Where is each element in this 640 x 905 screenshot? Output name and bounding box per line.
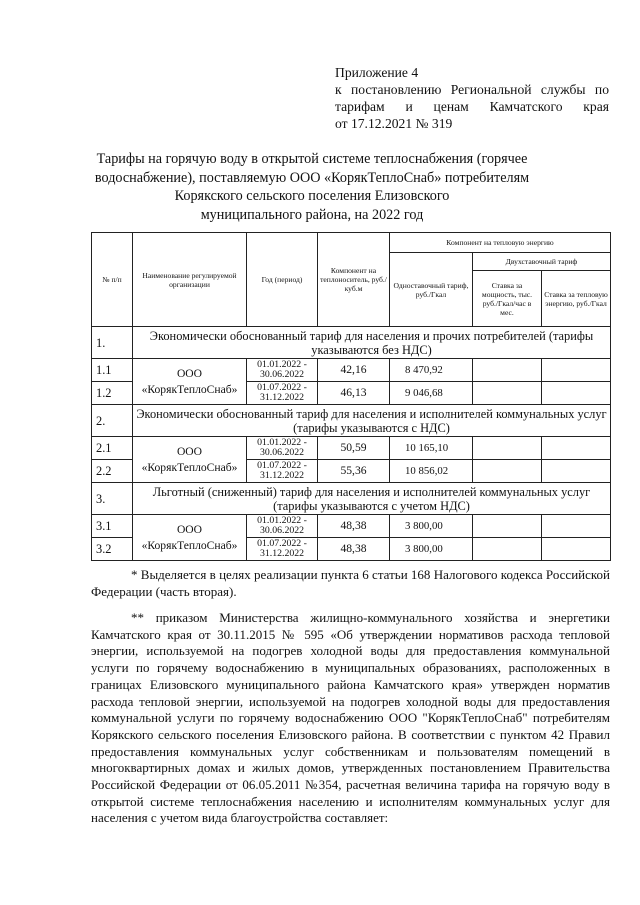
section-title: Экономически обоснованный тариф для населения и прочих потребителей (тарифы указываются без НДС) (133, 327, 611, 359)
title-line-1: Тарифы на горячую воду в открытой системе теплоснабжения (горячее (96, 151, 528, 167)
section-number: 2. (92, 405, 133, 437)
section-row (92, 405, 611, 437)
appendix-reference-line2: тарифам и ценам Камчатского края (335, 99, 609, 114)
table-row (92, 359, 611, 382)
row-period: 01.01.2022 - 30.06.2022 (247, 515, 318, 538)
section-number: 1. (92, 327, 133, 359)
row-one-part-tariff: 3 800,00 (390, 515, 473, 538)
table-row (92, 515, 611, 538)
section-number: 3. (92, 483, 133, 515)
header-water-component: Компонент на теплоноситель, руб./куб.м (318, 233, 390, 327)
row-period: 01.07.2022 - 31.12.2022 (247, 382, 318, 405)
header-organization: Наименование регулируемой организации (133, 233, 247, 327)
header-period: Год (период) (247, 233, 318, 327)
title-line-3: Корякского сельского поселения Елизовского (174, 188, 450, 205)
row-period: 01.07.2022 - 31.12.2022 (247, 538, 318, 561)
organization-name: ООО «КорякТеплоСнаб» (133, 437, 247, 483)
row-capacity-rate (473, 359, 542, 382)
row-one-part-tariff: 8 470,92 (390, 359, 473, 382)
row-period: 01.01.2022 - 30.06.2022 (247, 437, 318, 460)
row-number: 1.1 (92, 359, 133, 382)
header-number: № п/п (92, 233, 133, 327)
row-one-part-tariff: 10 165,10 (390, 437, 473, 460)
header-two-part-tariff: Двухставочный тариф (473, 253, 611, 271)
row-energy-rate (542, 515, 611, 538)
row-capacity-rate (473, 382, 542, 405)
section-row (92, 483, 611, 515)
row-water-component: 46,13 (318, 382, 390, 405)
appendix-number: Приложение 4 (335, 65, 419, 80)
section-row (92, 327, 611, 359)
row-energy-rate (542, 538, 611, 561)
tariff-table (91, 232, 611, 561)
section-title: Экономически обоснованный тариф для населения и исполнителей коммунальных услуг (тарифы указываются с НДС) (133, 405, 611, 437)
section-title: Льготный (сниженный) тариф для населения и исполнителей коммунальных услуг (тарифы указываются с учетом НДС) (133, 483, 611, 515)
row-number: 1.2 (92, 382, 133, 405)
header-capacity-rate: Ставка за мощность, тыс. руб./Гкал/час в мес. (473, 271, 542, 327)
header-heat-component: Компонент на тепловую энергию (390, 233, 611, 253)
document-title (92, 150, 532, 224)
footnote-vat: * Выделяется в целях реализации пункта 6 статьи 168 Налогового кодекса Российской Федерации (часть вторая). (91, 567, 610, 599)
header-energy-rate: Ставка за тепловую энергию, руб./Гкал (542, 271, 611, 327)
title-line-4: муниципального района, на 2022 год (200, 206, 424, 223)
row-water-component: 48,38 (318, 538, 390, 561)
row-energy-rate (542, 359, 611, 382)
footnote-norms: ** приказом Министерства жилищно-коммунального хозяйства и энергетики Камчатского края от 30.11.2015 № 595 «Об утверждении нормативов расхода тепловой энергии, используемой на подогрев холодной воды для предоставления коммунальной услуги по горячему водоснабжению в муниципальных образованиях, расположенных в границах Елизовского муниципального района Камчатского края» утвержден норматив расхода тепловой энергии, используемой на подогрев холодной воды для предоставления коммунальной услуги по горячему водоснабжению ООО "КорякТеплоСнаб" потребителям Корякского сельского поселения Елизовского района. В соответствии с пунктом 42 Правил предоставления коммунальных услуг собственникам и пользователям помещений в многоквартирных домах и жилых домов, утвержденных постановлением Правительства Российской Федерации от 06.05.2011 №354, расчетная величина тарифа на горячую воду в открытой системе теплоснабжения населению и исполнителям коммунальных услуг для населения с учетом вида благоустройства составляет: (91, 610, 610, 826)
row-energy-rate (542, 460, 611, 483)
appendix-reference-date: от 17.12.2021 № 319 (335, 116, 453, 131)
row-number: 2.2 (92, 460, 133, 483)
row-one-part-tariff: 9 046,68 (390, 382, 473, 405)
title-line-2: водоснабжение), поставляемую ООО «КорякТеплоСнаб» потребителям (94, 169, 530, 186)
row-one-part-tariff: 10 856,02 (390, 460, 473, 483)
row-water-component: 50,59 (318, 437, 390, 460)
table-row (92, 437, 611, 460)
row-period: 01.07.2022 - 31.12.2022 (247, 460, 318, 483)
appendix-header (335, 64, 609, 132)
row-capacity-rate (473, 515, 542, 538)
row-number: 3.1 (92, 515, 133, 538)
header-one-part-tariff: Одноставочный тариф, руб./Гкал (390, 253, 473, 327)
row-energy-rate (542, 437, 611, 460)
row-capacity-rate (473, 538, 542, 561)
row-number: 3.2 (92, 538, 133, 561)
row-capacity-rate (473, 460, 542, 483)
organization-name: ООО «КорякТеплоСнаб» (133, 515, 247, 561)
appendix-reference-line1: к постановлению Региональной службы по (335, 82, 609, 97)
row-capacity-rate (473, 437, 542, 460)
row-water-component: 48,38 (318, 515, 390, 538)
row-water-component: 55,36 (318, 460, 390, 483)
row-water-component: 42,16 (318, 359, 390, 382)
row-period: 01.01.2022 - 30.06.2022 (247, 359, 318, 382)
organization-name: ООО «КорякТеплоСнаб» (133, 359, 247, 405)
row-one-part-tariff: 3 800,00 (390, 538, 473, 561)
row-number: 2.1 (92, 437, 133, 460)
row-energy-rate (542, 382, 611, 405)
